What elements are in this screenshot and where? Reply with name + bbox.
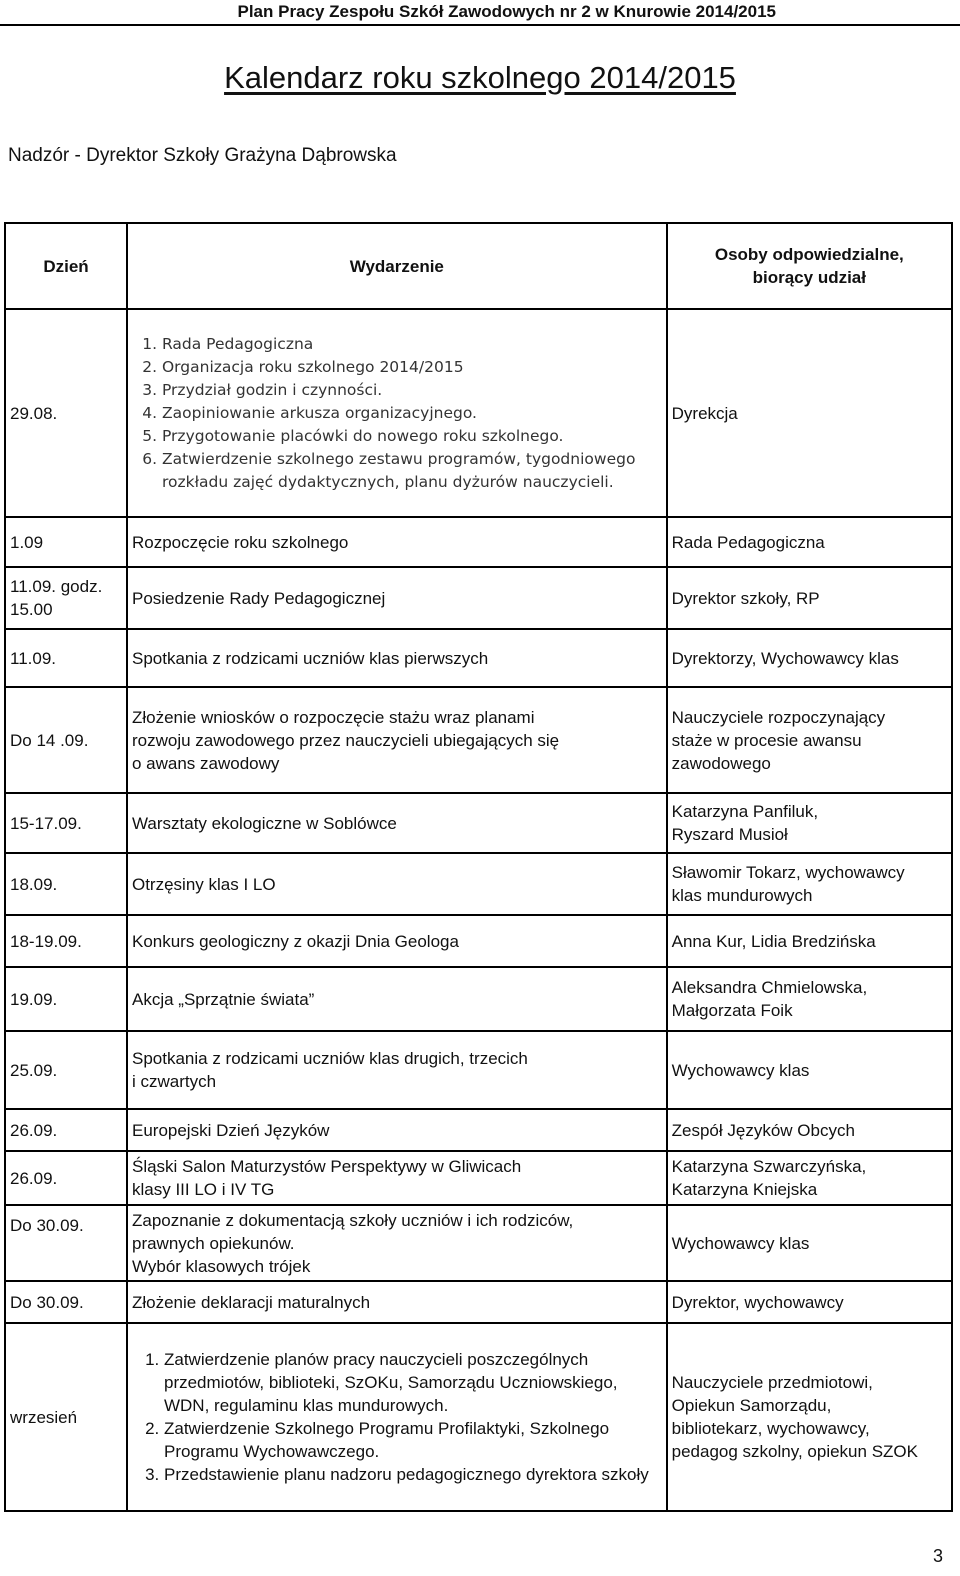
list-item: 4. Zaopiniowanie arkusza organizacyjnego.: [162, 402, 662, 425]
who-line: klas mundurowych: [671, 886, 813, 905]
table-row: [5, 1031, 952, 1109]
calendar-table: [4, 222, 953, 1512]
row-event: Posiedzenie Rady Pedagogicznej: [127, 567, 667, 629]
list-item: 1. Rada Pedagogiczna: [162, 333, 662, 356]
row-who: Dyrektor szkoły, RP: [667, 567, 952, 629]
list-item: 6. Zatwierdzenie szkolnego zestawu programów, tygodniowego rozkładu zajęć dydaktycznych, planu dyżurów nauczycieli.: [162, 448, 662, 494]
event-line: prawnych opiekunów.: [131, 1233, 295, 1253]
row-event: Rozpoczęcie roku szkolnego: [127, 517, 667, 567]
event-line: Śląski Salon Maturzystów Perspektywy w Gliwicach: [131, 1157, 522, 1176]
who-line: Katarzyna Kniejska: [671, 1180, 818, 1199]
row-who: Zespół Języków Obcych: [667, 1109, 952, 1151]
event-line: Spotkania z rodzicami uczniów klas drugich, trzecich: [131, 1049, 528, 1068]
table-row: [5, 1323, 952, 1511]
row-day: 25.09.: [5, 1031, 127, 1109]
header-event: Wydarzenie: [127, 223, 667, 309]
table-row: [5, 915, 952, 967]
header-who-line1: Osoby odpowiedzialne,: [714, 245, 904, 264]
list-item: 2. Organizacja roku szkolnego 2014/2015: [162, 356, 662, 379]
row-event: Złożenie deklaracji maturalnych: [127, 1281, 667, 1323]
event-list: [132, 1348, 662, 1486]
row-who: Dyrektor, wychowawcy: [667, 1281, 952, 1323]
row-who: [667, 853, 952, 915]
table-row: [5, 629, 952, 687]
event-line: i czwartych: [131, 1072, 217, 1091]
event-line: o awans zawodowy: [131, 753, 280, 773]
table-row: [5, 567, 952, 629]
page-number: 3: [933, 1546, 944, 1566]
who-line: Katarzyna Panfiluk,: [671, 802, 819, 821]
who-line: bibliotekarz, wychowawcy,: [671, 1419, 870, 1438]
table-row: [5, 793, 952, 853]
event-line: Złożenie wniosków o rozpoczęcie stażu wraz planami: [131, 707, 535, 727]
row-who: [667, 1151, 952, 1205]
row-who: [667, 967, 952, 1031]
table-row: [5, 517, 952, 567]
table-row: [5, 1205, 952, 1281]
row-day: 26.09.: [5, 1151, 127, 1205]
who-line: Opiekun Samorządu,: [671, 1396, 832, 1415]
row-event: [127, 1323, 667, 1511]
row-day: 1.09: [5, 517, 127, 567]
row-who: [667, 1323, 952, 1511]
row-day: 15-17.09.: [5, 793, 127, 853]
who-line: pedagog szkolny, opiekun SZOK: [671, 1442, 918, 1461]
who-line: zawodowego: [671, 753, 771, 773]
row-event: [127, 1031, 667, 1109]
row-event: Akcja „Sprzątnie świata”: [127, 967, 667, 1031]
row-who: Wychowawcy klas: [667, 1205, 952, 1281]
who-line: Nauczyciele przedmiotowi,: [671, 1373, 873, 1392]
table-row: [5, 309, 952, 517]
event-line: Zapoznanie z dokumentacją szkoły uczniów i ich rodziców,: [131, 1210, 574, 1230]
row-day: Do 30.09.: [5, 1281, 127, 1323]
row-day: Do 14 .09.: [5, 687, 127, 793]
who-line: Aleksandra Chmielowska,: [671, 978, 868, 997]
row-day: [5, 567, 127, 629]
supervision-line: Nadzór - Dyrektor Szkoły Grażyna Dąbrowska: [8, 145, 397, 166]
event-line: klasy III LO i IV TG: [131, 1180, 275, 1199]
header-day: Dzień: [5, 223, 127, 309]
row-who: Anna Kur, Lidia Bredzińska: [667, 915, 952, 967]
row-who: [667, 793, 952, 853]
header-text: Plan Pracy Zespołu Szkół Zawodowych nr 2 w Knurowie 2014/2015: [237, 2, 776, 21]
table-row: [5, 1151, 952, 1205]
row-day: Do 30.09.: [5, 1205, 127, 1281]
row-event: [127, 1151, 667, 1205]
header-who: [667, 223, 952, 309]
who-line: Ryszard Musioł: [671, 825, 788, 844]
table-header-row: [5, 223, 952, 309]
list-item: 2. Zatwierdzenie Szkolnego Programu Profilaktyki, Szkolnego Programu Wychowawczego.: [164, 1417, 662, 1463]
table-row: [5, 1109, 952, 1151]
row-day: 26.09.: [5, 1109, 127, 1151]
page-header: [0, 0, 960, 26]
row-day: 11.09.: [5, 629, 127, 687]
list-item: 3. Przydział godzin i czynności.: [162, 379, 662, 402]
day-line: 15.00: [10, 600, 53, 619]
who-line: Nauczyciele rozpoczynający: [671, 707, 886, 727]
list-item: 5. Przygotowanie placówki do nowego roku szkolnego.: [162, 425, 662, 448]
row-event: Konkurs geologiczny z okazji Dnia Geologa: [127, 915, 667, 967]
table-row: [5, 687, 952, 793]
row-day: 29.08.: [5, 309, 127, 517]
row-event: Spotkania z rodzicami uczniów klas pierwszych: [127, 629, 667, 687]
row-event: Warsztaty ekologiczne w Soblówce: [127, 793, 667, 853]
row-who: Wychowawcy klas: [667, 1031, 952, 1109]
table-row: [5, 853, 952, 915]
who-line: Sławomir Tokarz, wychowawcy: [671, 863, 905, 882]
event-line: rozwoju zawodowego przez nauczycieli ubiegających się: [131, 730, 560, 750]
row-event: Otrzęsiny klas I LO: [127, 853, 667, 915]
list-item: 1. Zatwierdzenie planów pracy nauczycieli poszczególnych przedmiotów, biblioteki, SzOKu, Samorządu Uczniowskiego, WDN, regulaminu klas mundurowych.: [164, 1348, 662, 1417]
row-who: [667, 687, 952, 793]
row-day: 18-19.09.: [5, 915, 127, 967]
who-line: staże w procesie awansu: [671, 730, 862, 750]
header-who-line2: biorący udział: [752, 268, 866, 287]
table-row: [5, 967, 952, 1031]
who-line: Małgorzata Foik: [671, 1001, 793, 1020]
list-item: 3. Przedstawienie planu nadzoru pedagogicznego dyrektora szkoły: [164, 1463, 662, 1486]
row-day: 18.09.: [5, 853, 127, 915]
document-title: Kalendarz roku szkolnego 2014/2015: [224, 60, 736, 95]
who-line: Katarzyna Szwarczyńska,: [671, 1157, 867, 1176]
day-line: 11.09. godz.: [10, 577, 103, 596]
row-event: Europejski Dzień Języków: [127, 1109, 667, 1151]
row-day: wrzesień: [5, 1323, 127, 1511]
row-who: Dyrektorzy, Wychowawcy klas: [667, 629, 952, 687]
table-row: [5, 1281, 952, 1323]
row-who: Rada Pedagogiczna: [667, 517, 952, 567]
event-line: Wybór klasowych trójek: [131, 1256, 311, 1276]
row-event: [127, 309, 667, 517]
row-event: [127, 687, 667, 793]
row-who: Dyrekcja: [667, 309, 952, 517]
row-day: 19.09.: [5, 967, 127, 1031]
row-event: [127, 1205, 667, 1281]
event-list: [132, 333, 662, 494]
